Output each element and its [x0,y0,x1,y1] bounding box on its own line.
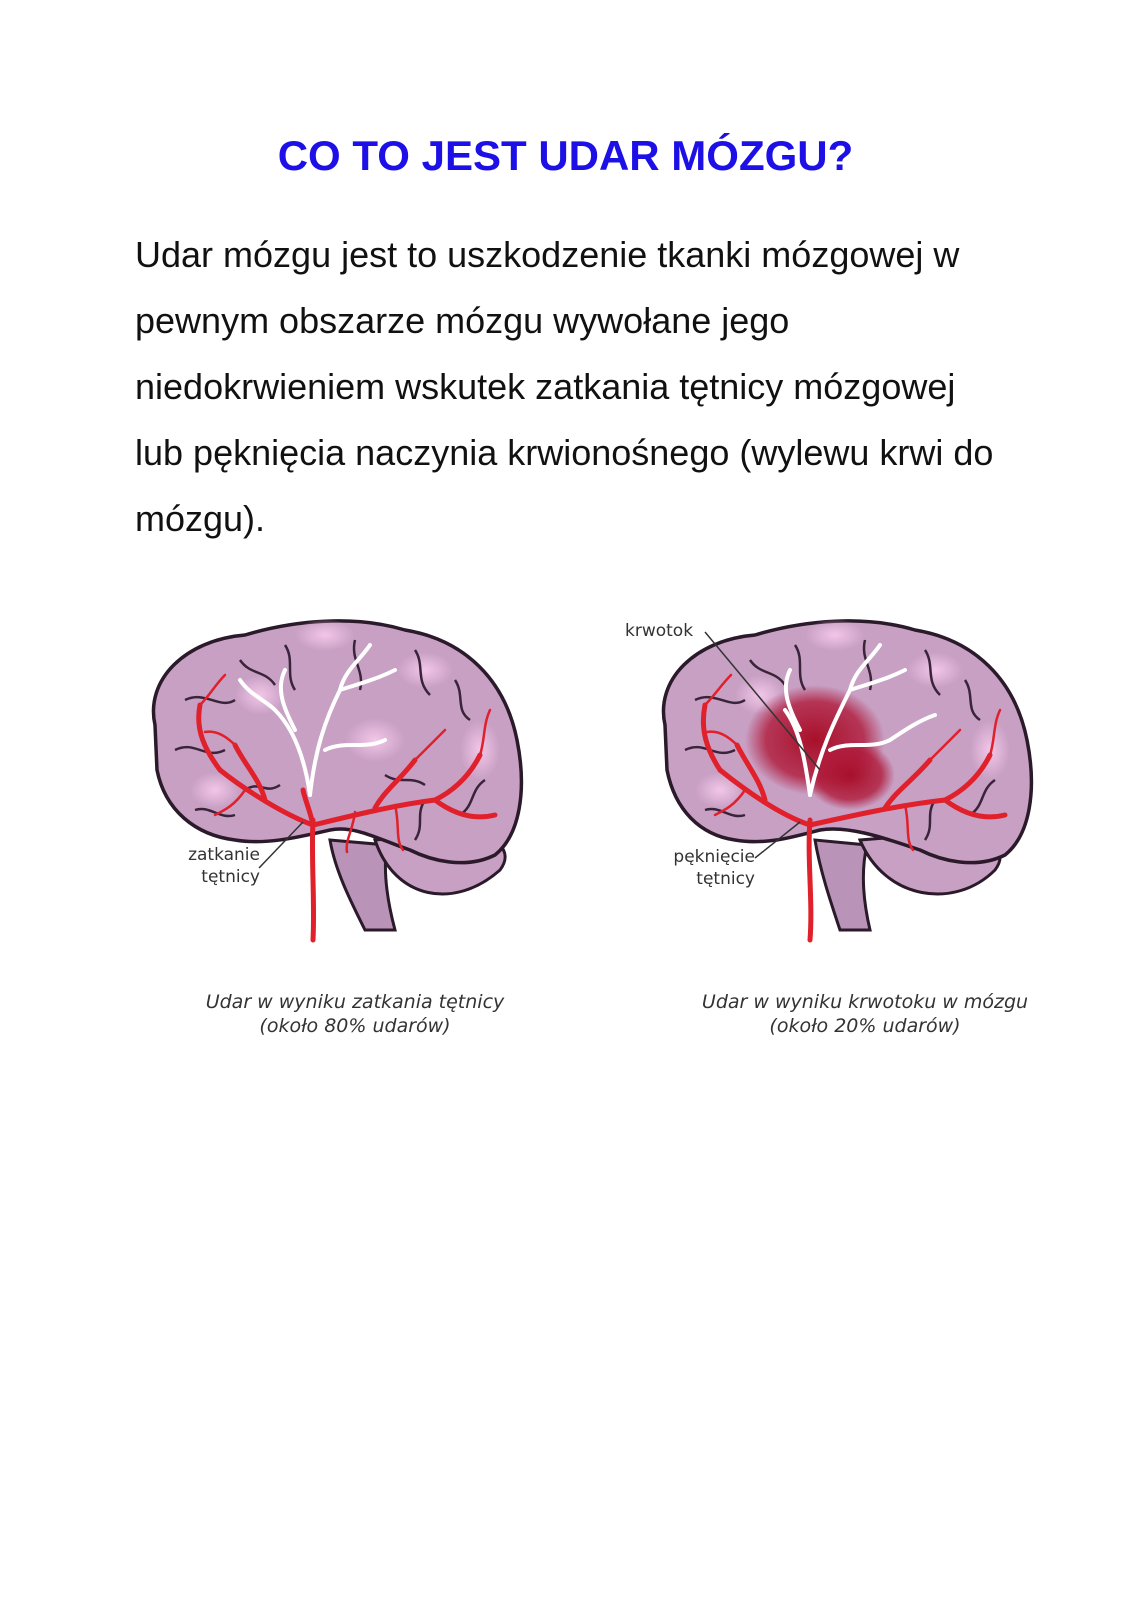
caption-line: Udar w wyniku zatkania tętnicy [205,991,505,1013]
label-hemorrhage: krwotok [625,621,694,641]
caption-line: Udar w wyniku krwotoku w mózgu [701,991,1029,1013]
figure-hemorrhagic-stroke [625,600,1095,1060]
paragraph-line: pewnym obszarze mózgu wywołane jego [135,300,790,341]
caption-line: (około 80% udarów) [259,1015,451,1037]
definition-paragraph [135,222,1055,552]
figure-caption [125,990,585,1038]
label-line: zatkanie [188,845,260,865]
label-rupture [640,846,755,890]
paragraph-line: mózgu). [135,498,266,539]
brain-illustration-ischemic [125,600,545,960]
label-blockage [150,844,260,888]
figure-ischemic-stroke [125,600,585,1060]
caption-line: (około 20% udarów) [769,1015,961,1037]
paragraph-line: Udar mózgu jest to uszkodzenie tkanki mózgowej w [135,234,960,275]
label-line: pęknięcie [673,847,755,867]
figure-caption [635,990,1095,1038]
label-line: tętnicy [201,867,260,887]
brain-illustration-hemorrhagic [635,600,1055,960]
label-line: tętnicy [696,869,755,889]
paragraph-line: niedokrwieniem wskutek zatkania tętnicy mózgowej [135,366,956,407]
page-title: CO TO JEST UDAR MÓZGU? [277,132,854,179]
brainstem-shape [815,840,870,930]
paragraph-line: lub pęknięcia naczynia krwionośnego (wylewu krwi do [135,432,994,473]
